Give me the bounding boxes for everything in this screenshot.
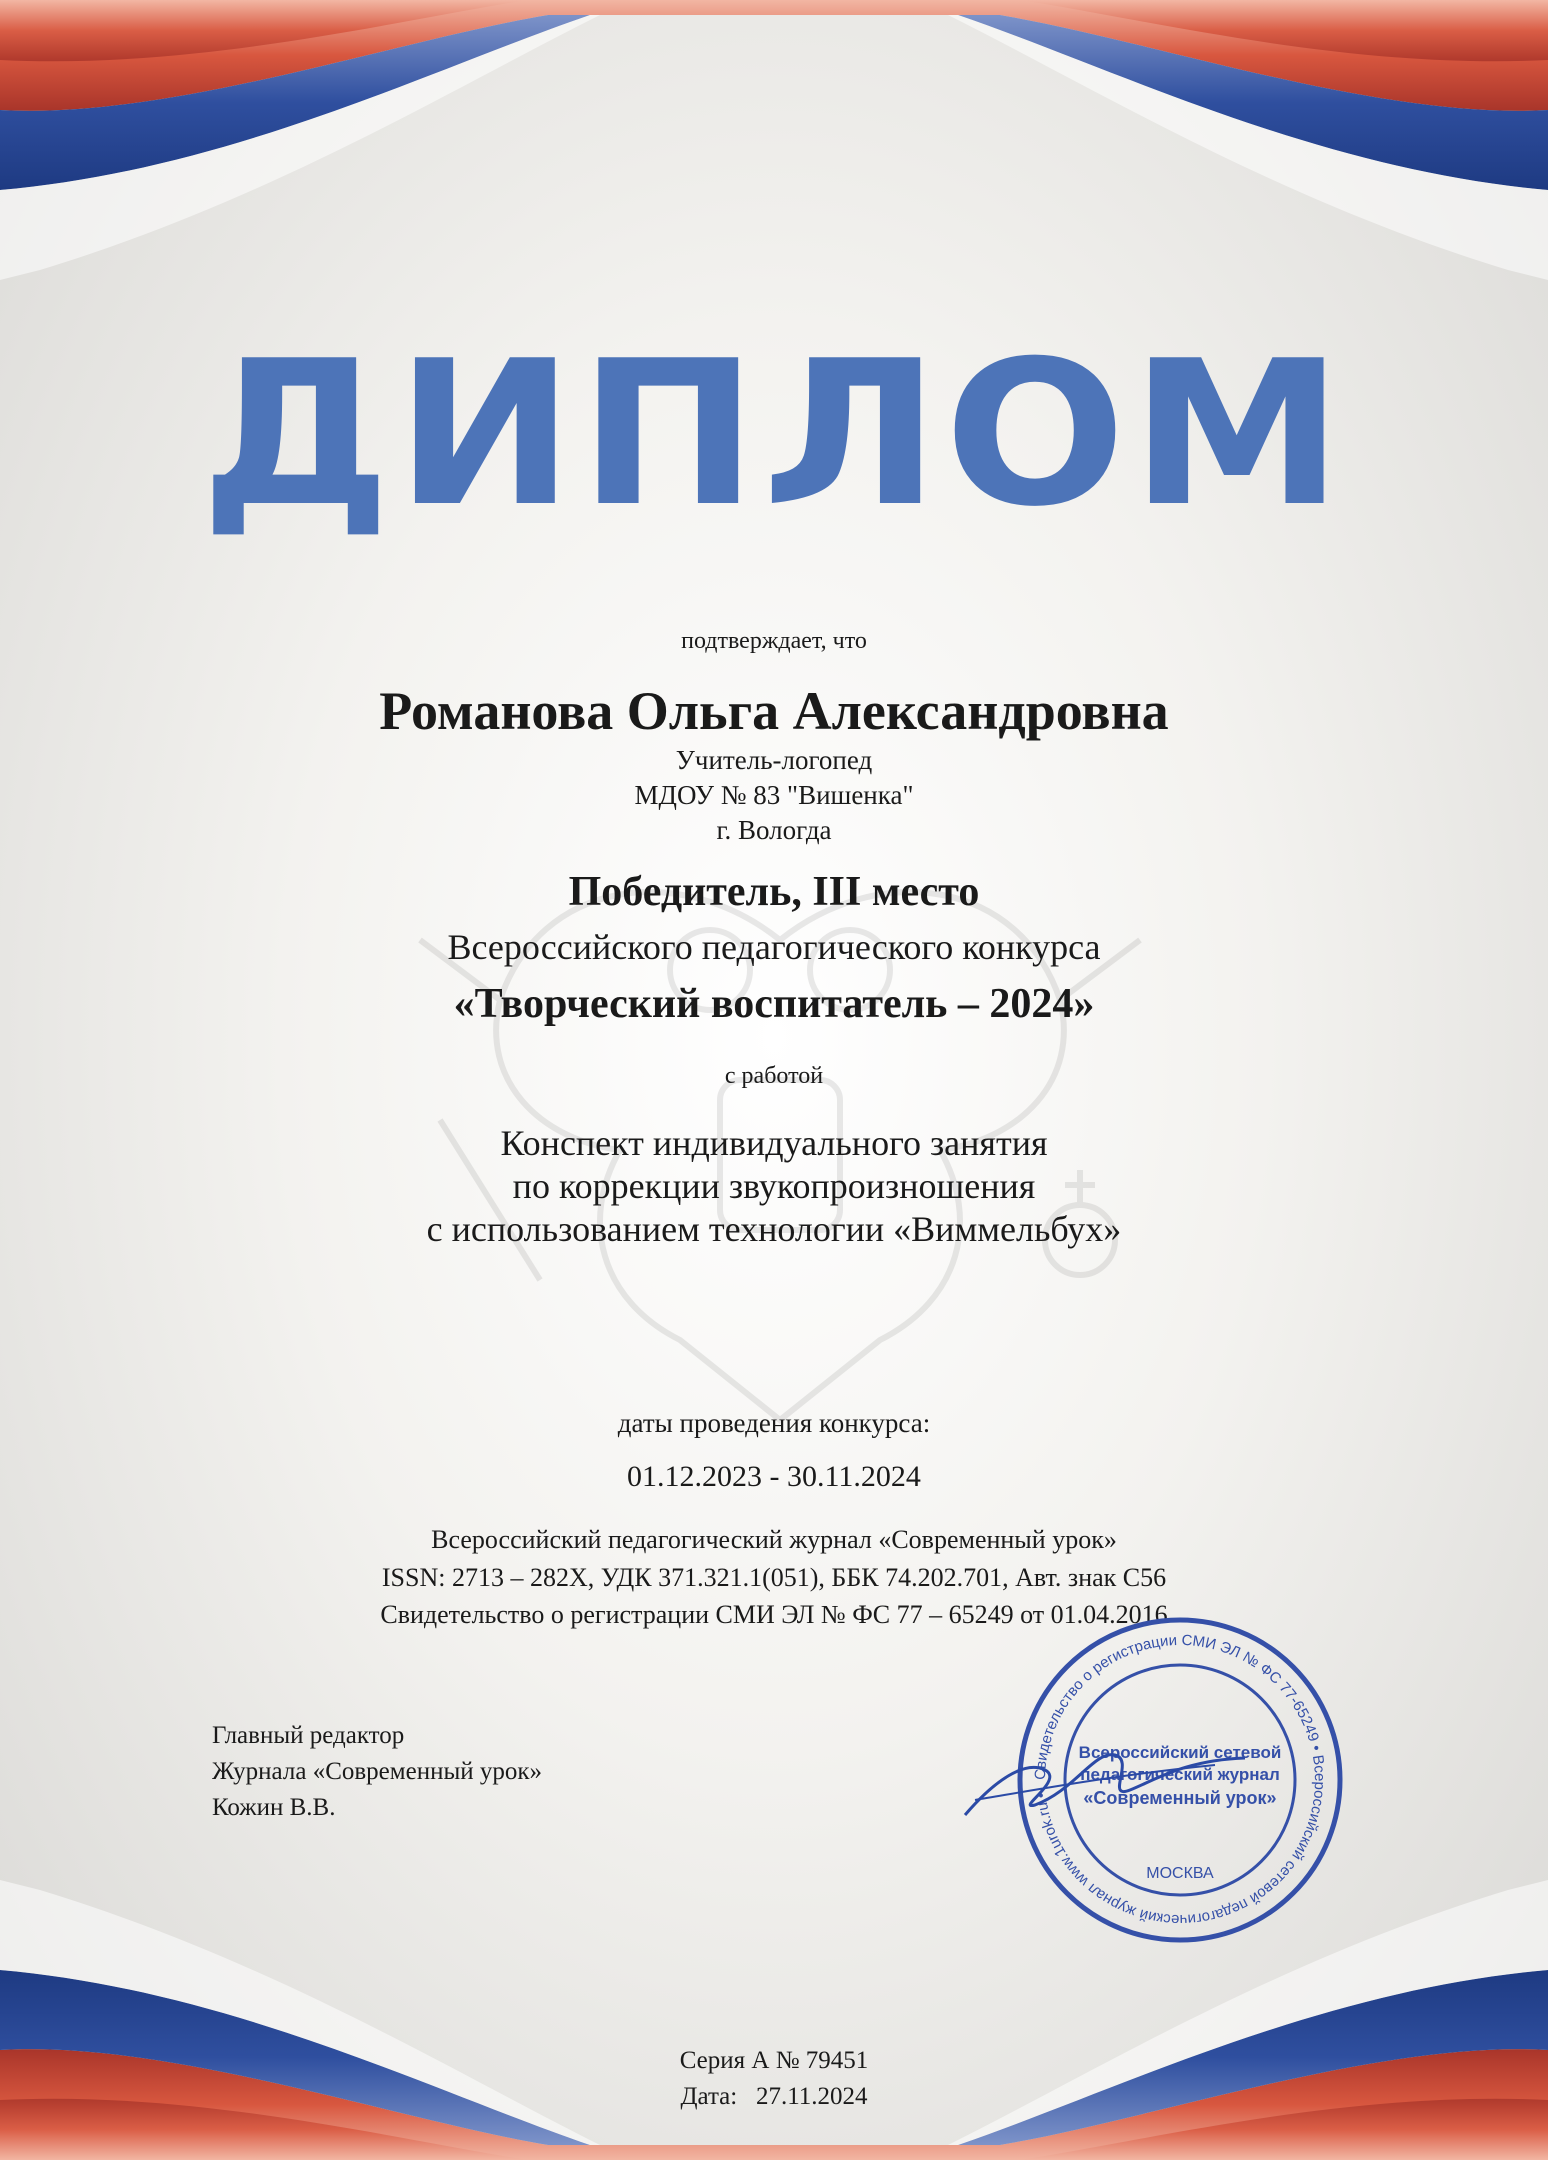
work-title-line: Конспект индивидуального занятия — [500, 1123, 1048, 1163]
stamp-center-line: педагогический журнал — [1080, 1765, 1280, 1784]
confirms-text: подтверждает, что — [681, 628, 867, 654]
top-ribbon-decoration — [0, 0, 1548, 300]
journal-name: Всероссийский педагогический журнал «Современный урок» — [431, 1525, 1117, 1554]
recipient-position: Учитель-логопед — [675, 745, 873, 775]
editor-name: Кожин В.В. — [212, 1794, 336, 1821]
signature-icon — [955, 1720, 1255, 1840]
award-place: Победитель, III место — [568, 869, 980, 915]
issue-date: Дата: 27.11.2024 — [680, 2083, 868, 2110]
editor-title: Главный редактор — [212, 1722, 405, 1749]
work-title-line: по коррекции звукопроизношения — [512, 1166, 1036, 1206]
dates-label: даты проведения конкурса: — [617, 1408, 931, 1438]
bottom-ribbon-decoration — [0, 1860, 1548, 2160]
contest-name: «Творческий воспитатель – 2024» — [453, 981, 1095, 1027]
contest-type: Всероссийского педагогического конкурса — [447, 927, 1101, 967]
recipient-city: г. Вологда — [716, 815, 832, 845]
recipient-name: Романова Ольга Александровна — [379, 681, 1169, 741]
journal-issn: ISSN: 2713 – 282X, УДК 371.321.1(051), ББК 74.202.701, Авт. знак С56 — [381, 1563, 1167, 1592]
stamp-outer-text: Свидетельство о регистрации СМИ ЭЛ № ФС 77-65249 • Всероссийский сетевой педагогический журнал www.1urok.ru • — [1031, 1631, 1329, 1929]
with-work-text: с работой — [724, 1063, 824, 1089]
recipient-organization: МДОУ № 83 "Вишенка" — [634, 780, 914, 810]
editor-journal: Журнала «Современный урок» — [212, 1758, 543, 1785]
diploma-title: ДИПЛОМ — [200, 318, 1348, 551]
journal-registration: Свидетельство о регистрации СМИ ЭЛ № ФС 77 – 65249 от 01.04.2016 — [380, 1600, 1168, 1629]
series-number: Серия А № 79451 — [679, 2047, 869, 2074]
dates-value: 01.12.2023 - 30.11.2024 — [627, 1460, 921, 1493]
stamp-center-line: «Современный урок» — [1083, 1788, 1277, 1808]
stamp-center-line: Всероссийский сетевой — [1078, 1743, 1282, 1762]
work-title-line: с использованием технологии «Виммельбух» — [426, 1209, 1122, 1249]
stamp-city: МОСКВА — [1146, 1865, 1214, 1882]
